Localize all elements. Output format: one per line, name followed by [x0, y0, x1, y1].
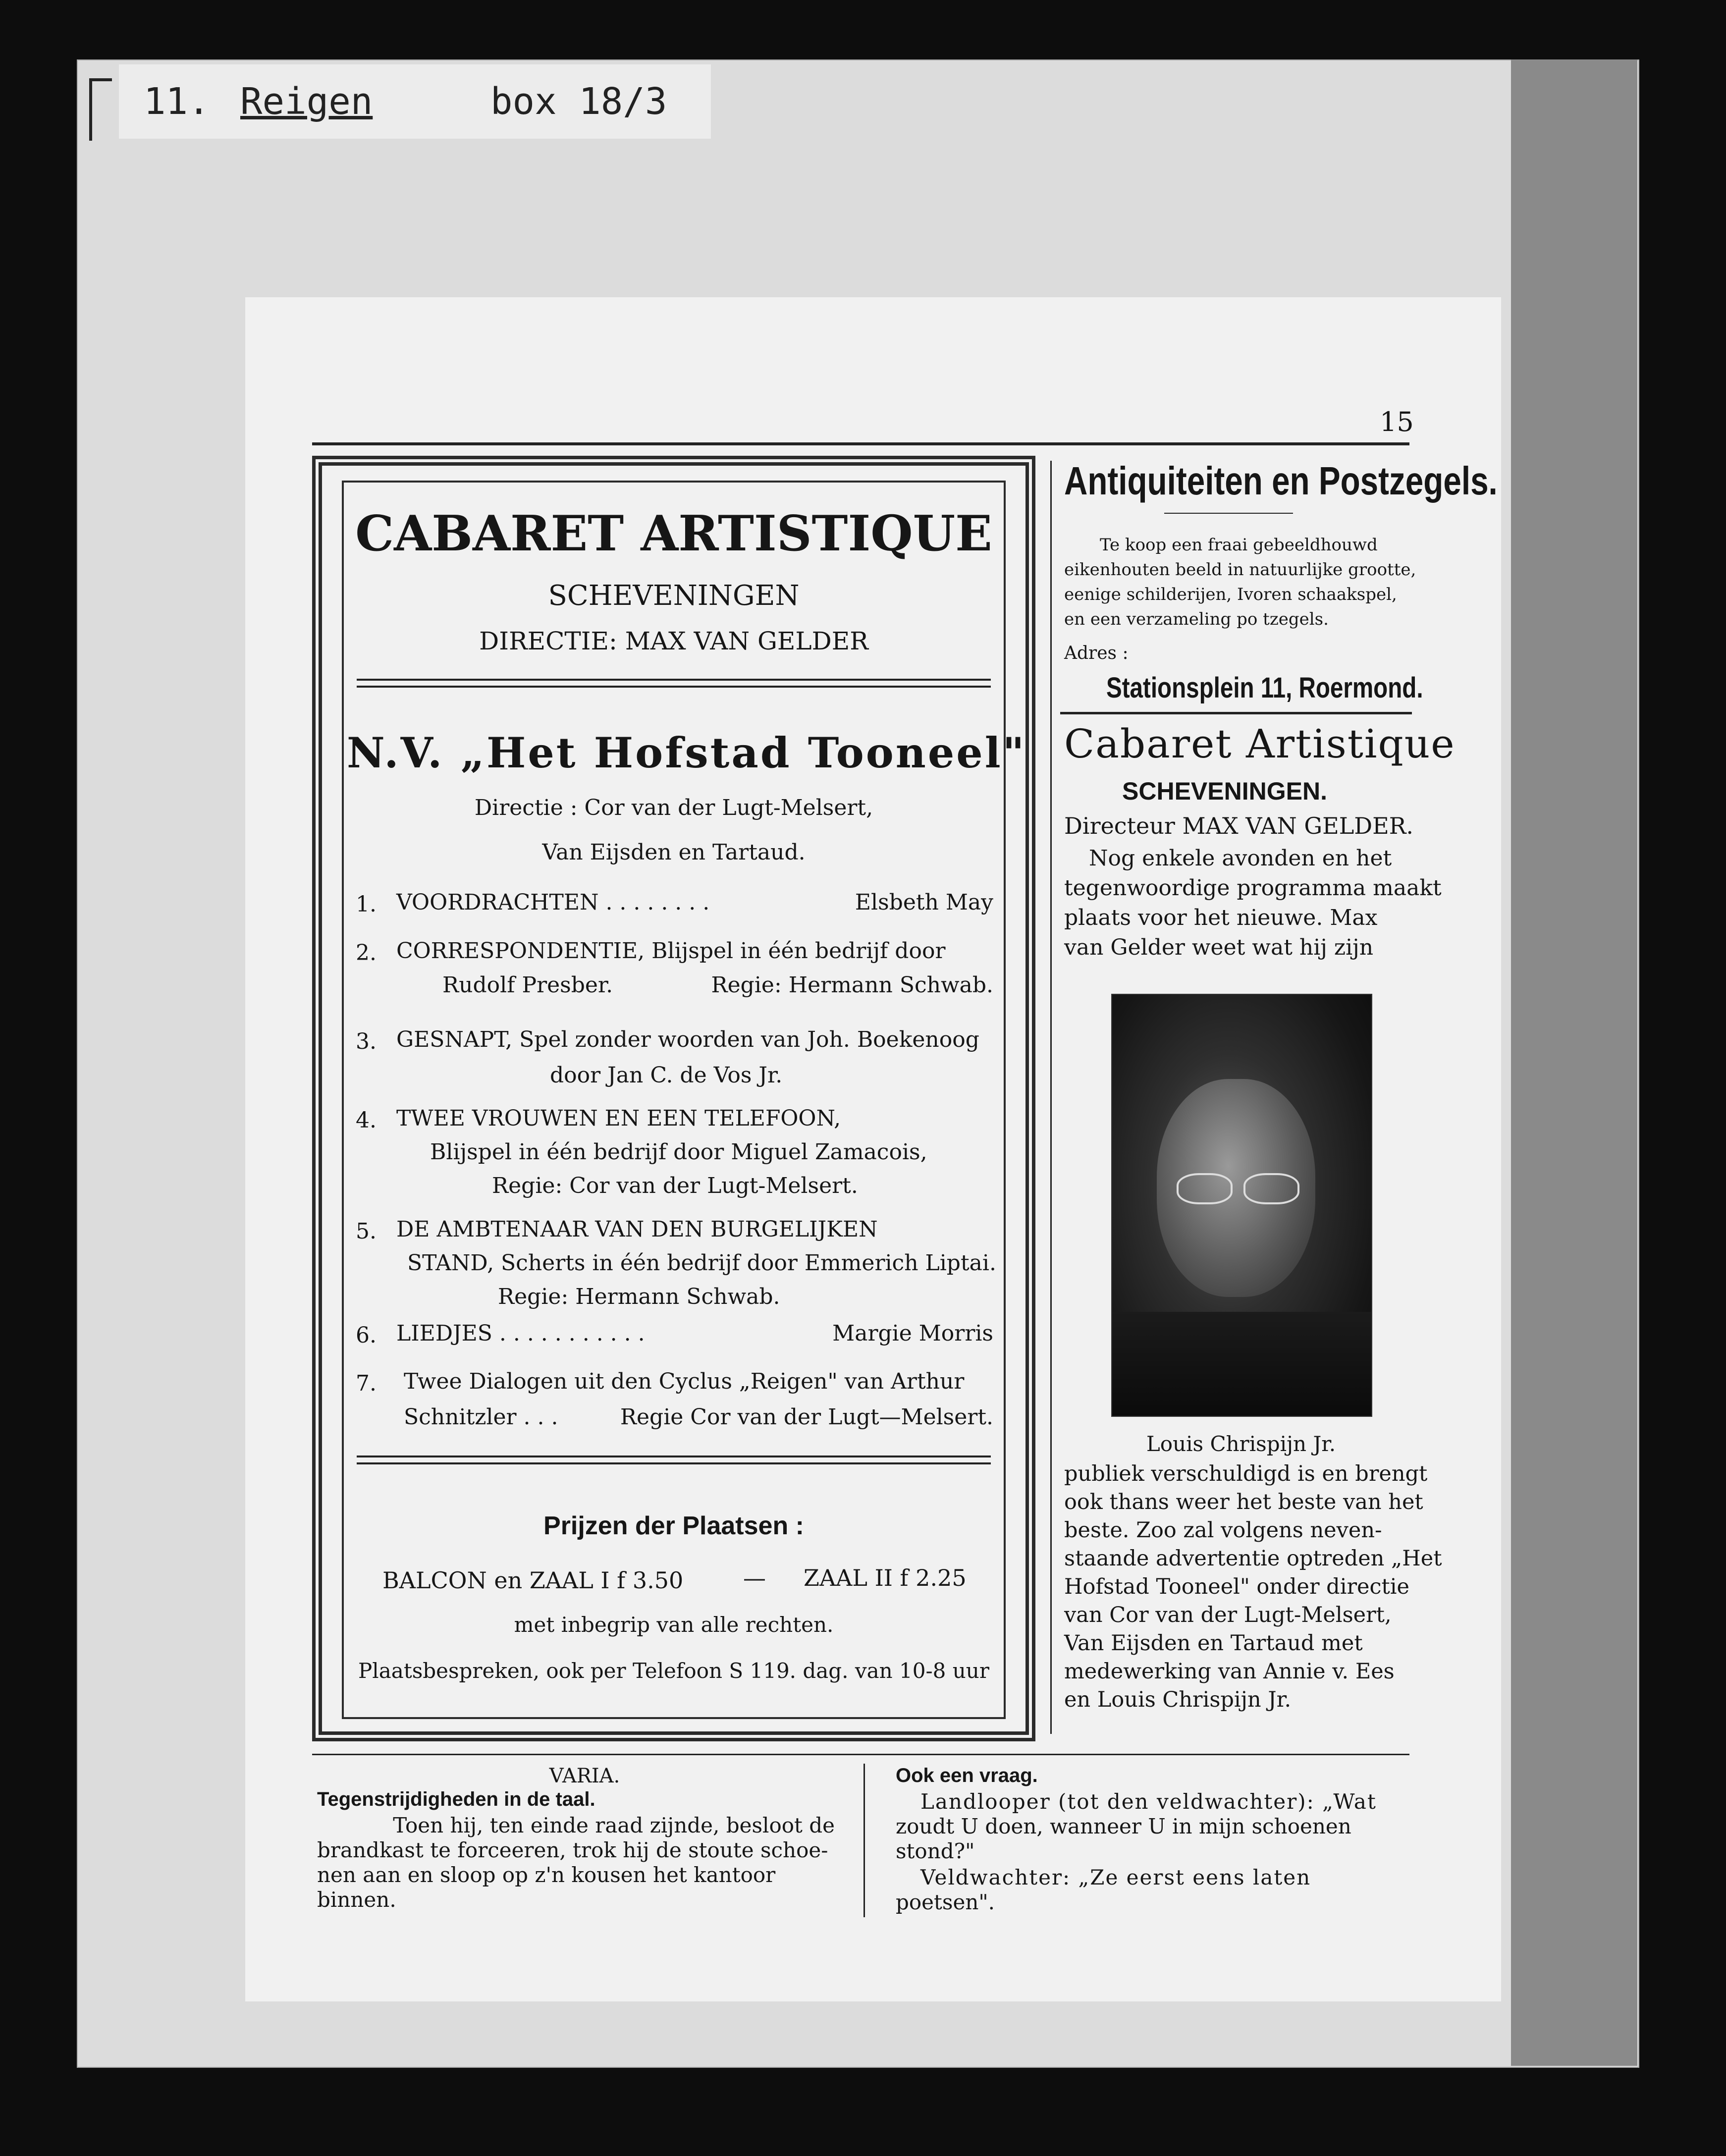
article-line: Van Eijsden en Tartaud met	[1064, 1631, 1363, 1656]
antiques-line: eenige schilderijen, Ivoren schaakspel,	[1064, 585, 1397, 604]
article-line: publiek verschuldigd is en brengt	[1064, 1461, 1428, 1486]
item-performer: Margie Morris	[832, 1321, 993, 1346]
question-line: poetsen".	[896, 1890, 995, 1914]
programme-item-2-credit	[442, 972, 993, 998]
prices-dash: —	[743, 1564, 766, 1591]
programme-item-5-credit: Regie: Hermann Schwab.	[498, 1284, 780, 1309]
programme-item-4-credit: Regie: Cor van der Lugt-Melsert.	[492, 1173, 858, 1198]
company-direction: Directie : Cor van der Lugt-Melsert,	[474, 795, 873, 820]
varia-line: brandkast te forceeren, trok hij de stoute schoe-	[317, 1838, 828, 1862]
item-number: 4.	[356, 1108, 377, 1133]
top-rule	[312, 442, 1409, 445]
ad-direction: DIRECTIE: MAX VAN GELDER	[479, 627, 868, 655]
bottom-divider	[863, 1764, 865, 1917]
article-line: ook thans weer het beste van het	[1064, 1490, 1423, 1514]
portrait-jacket	[1112, 1312, 1371, 1416]
item-performer: Elsbeth May	[855, 890, 993, 915]
ad-location: SCHEVENINGEN	[548, 580, 800, 612]
prices-zaal-2: ZAAL II f 2.25	[804, 1564, 967, 1591]
antiques-title: Antiquiteiten en Postzegels.	[1064, 459, 1498, 503]
bottom-rule	[312, 1754, 1409, 1755]
antiques-address: Stationsplein 11, Roermond.	[1106, 672, 1423, 704]
varia-title: VARIA.	[549, 1765, 620, 1787]
article-line: medewerking van Annie v. Ees	[1064, 1659, 1395, 1684]
item-number: 1.	[356, 892, 377, 917]
item-number: 7.	[356, 1371, 377, 1396]
programme-item-7: Twee Dialogen uit den Cyclus „Reigen" van Arthur	[404, 1369, 965, 1394]
question-line: Landlooper (tot den veldwachter): „Wat	[920, 1789, 1377, 1814]
item-title: LIEDJES . . . . . . . . . . .	[396, 1321, 645, 1346]
archive-label	[119, 64, 711, 139]
programme-item-3-credit: door Jan C. de Vos Jr.	[550, 1063, 783, 1088]
ad-rule-2	[357, 1455, 991, 1457]
address-label: Adres :	[1064, 643, 1129, 663]
item-number: 6.	[356, 1323, 377, 1348]
item-title: VOORDRACHTEN . . . . . . . .	[396, 890, 710, 915]
item-director: Regie Cor van der Lugt—Melsert.	[620, 1404, 993, 1430]
programme-item-4: TWEE VROUWEN EN EEN TELEFOON,	[396, 1106, 841, 1131]
article-line: van Gelder weet wat hij zijn	[1064, 935, 1374, 960]
item-director: Regie: Hermann Schwab.	[711, 972, 993, 998]
corner-mark	[89, 78, 112, 141]
antiques-line: eikenhouten beeld in natuurlijke grootte,	[1064, 560, 1416, 580]
company-direction-2: Van Eijsden en Tartaud.	[542, 840, 806, 865]
label-title: Reigen	[240, 80, 373, 123]
portrait-photo	[1111, 994, 1372, 1417]
item-number: 5.	[356, 1219, 377, 1244]
question-title: Ook een vraag.	[896, 1765, 1038, 1786]
article-line: Hofstad Tooneel" onder directie	[1064, 1574, 1410, 1599]
programme-item-2: CORRESPONDENTIE, Blijspel in één bedrijf door	[396, 938, 946, 964]
item-number: 2.	[356, 940, 377, 966]
antiques-line: Te koop een fraai gebeeldhouwd	[1100, 535, 1378, 555]
question-line: zoudt U doen, wanneer U in mijn schoenen	[896, 1814, 1351, 1838]
article-line: staande advertentie optreden „Het	[1064, 1546, 1442, 1571]
company-name: N.V. „Het Hofstad Tooneel"	[347, 728, 1026, 777]
booking-info: Plaatsbespreken, ook per Telefoon S 119. dag. van 10-8 uur	[358, 1659, 989, 1683]
varia-line: Toen hij, ten einde raad zijnde, besloot de	[393, 1813, 835, 1837]
ad-rule-2b	[357, 1462, 991, 1464]
item-author: Schnitzler . . .	[404, 1404, 558, 1430]
article-line: plaats voor het nieuwe. Max	[1064, 905, 1378, 930]
article-director: Directeur MAX VAN GELDER.	[1064, 812, 1413, 839]
question-line: stond?"	[896, 1839, 975, 1863]
question-line: Veldwachter: „Ze eerst eens laten	[920, 1865, 1311, 1889]
label-number: 11.	[144, 80, 210, 123]
prices-balcony: BALCON en ZAAL I f 3.50	[382, 1567, 684, 1594]
prices-note: met inbegrip van alle rechten.	[514, 1613, 834, 1637]
varia-line: binnen.	[317, 1887, 396, 1912]
label-box: box 18/3	[490, 80, 667, 123]
photo-caption: Louis Chrispijn Jr.	[1146, 1432, 1336, 1456]
glasses-icon	[1177, 1173, 1305, 1203]
page-number: 15	[1380, 406, 1414, 437]
ad-title: CABARET ARTISTIQUE	[355, 505, 992, 562]
varia-subtitle: Tegenstrijdigheden in de taal.	[317, 1788, 595, 1810]
article-line: Nog enkele avonden en het	[1089, 846, 1392, 871]
section-rule	[1060, 712, 1412, 714]
ad-rule-1	[357, 679, 991, 681]
programme-item-5: DE AMBTENAAR VAN DEN BURGELIJKEN	[396, 1217, 878, 1242]
programme-item-3: GESNAPT, Spel zonder woorden van Joh. Boekenoog	[396, 1027, 979, 1052]
programme-item-7-credit	[404, 1404, 993, 1430]
article-line: en Louis Chrispijn Jr.	[1064, 1687, 1292, 1712]
item-author: Rudolf Presber.	[442, 972, 613, 998]
prices-title: Prijzen der Plaatsen :	[543, 1511, 804, 1540]
programme-item-1	[396, 890, 993, 915]
column-divider	[1050, 461, 1052, 1734]
board-shadow	[1511, 59, 1637, 2066]
article-subtitle: SCHEVENINGEN.	[1122, 777, 1327, 805]
item-number: 3.	[356, 1029, 377, 1054]
programme-item-4-sub: Blijspel in één bedrijf door Miguel Zamacois,	[430, 1139, 927, 1165]
ad-rule-1b	[357, 686, 991, 688]
article-line: van Cor van der Lugt-Melsert,	[1064, 1603, 1392, 1627]
article-line: beste. Zoo zal volgens neven-	[1064, 1518, 1382, 1543]
varia-line: nen aan en sloop op z'n kousen het kantoor	[317, 1863, 776, 1887]
article-title: Cabaret Artistique	[1064, 721, 1456, 767]
antiques-rule	[1164, 513, 1293, 514]
antiques-line: en een verzameling po tzegels.	[1064, 609, 1329, 629]
programme-item-6	[396, 1321, 993, 1346]
programme-item-5-sub: STAND, Scherts in één bedrijf door Emmerich Liptai.	[407, 1250, 996, 1276]
article-line: tegenwoordige programma maakt	[1064, 875, 1442, 901]
